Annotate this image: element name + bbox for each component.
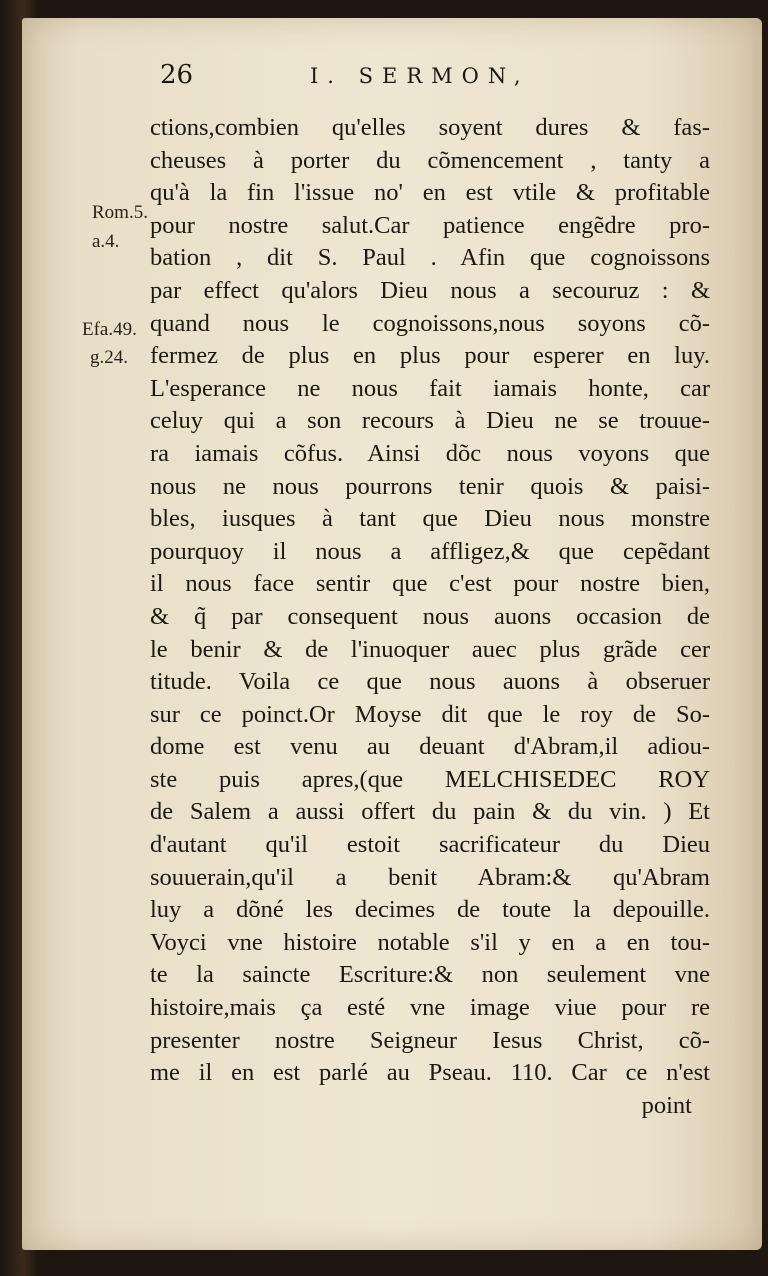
margin-note: Efa.49. (82, 319, 137, 340)
text-line: nous ne nous pourrons tenir quois & paisi- (150, 472, 710, 500)
text-line: il nous face sentir que c'est pour nostre bien, (150, 570, 710, 598)
catchword: point (641, 1091, 692, 1119)
text-line: par effect qu'alors Dieu nous a secouruz : & (150, 276, 710, 304)
text-line: fermez de plus en plus pour esperer en luy. (150, 342, 710, 370)
text-line: histoire,mais ça esté vne image viue pour re (150, 994, 710, 1022)
text-line: d'autant qu'il estoit sacrificateur du Dieu (150, 831, 710, 859)
text-line: le benir & de l'inuoquer auec plus grãde cer (150, 635, 710, 663)
margin-note: a.4. (92, 231, 120, 252)
text-line: de Salem a aussi offert du pain & du vin. ) Et (150, 798, 710, 826)
page-header (160, 60, 720, 100)
text-line: bation , dit S. Paul . Afin que cognoissons (150, 244, 710, 272)
text-line: ctions,combien qu'elles soyent dures & fas- (150, 114, 710, 141)
text-line: me il en est parlé au Pseau. 110. Car ce n'est (150, 1059, 710, 1087)
text-line: dome est venu au deuant d'Abram,il adiou- (150, 733, 710, 761)
text-line: cheuses à porter du cõmencement , tanty a (150, 146, 710, 174)
text-line: celuy qui a son recours à Dieu ne se trouue- (150, 407, 710, 435)
text-line: luy a dõné les decimes de toute la depouille. (150, 896, 710, 924)
text-line: bles, iusques à tant que Dieu nous monstre (150, 505, 710, 533)
text-line: sur ce poinct.Or Moyse dit que le roy de So- (150, 700, 710, 728)
running-title: I. SERMON, (310, 64, 530, 88)
text-line: L'esperance ne nous fait iamais honte, car (150, 374, 710, 402)
text-line: ra iamais cõfus. Ainsi dõc nous voyons que (150, 439, 710, 467)
text-line: souuerain,qu'il a benit Abram:& qu'Abram (150, 863, 710, 891)
text-line: titude. Voila ce que nous auons à obseruer (150, 668, 710, 696)
page-number: 26 (160, 60, 194, 90)
text-line: presenter nostre Seigneur Iesus Christ, cõ- (150, 1026, 710, 1054)
text-line: pour nostre salut.Car patience engẽdre pro- (150, 211, 710, 239)
margin-note: g.24. (90, 347, 128, 368)
text-line: te la saincte Escriture:& non seulement vne (150, 961, 710, 989)
text-line: qu'à la fin l'issue no' en est vtile & profitable (150, 179, 710, 207)
text-body (150, 112, 710, 1122)
text-line: Voyci vne histoire notable s'il y en a en tou- (150, 928, 710, 956)
page-edge (756, 38, 762, 1228)
text-line: pourquoy il nous a affligez,& que cepẽdant (150, 537, 710, 565)
text-line: & q̃ par consequent nous auons occasion de (150, 602, 710, 630)
text-line: ste puis apres,(que MELCHISEDEC ROY (150, 765, 710, 793)
text-line: quand nous le cognoissons,nous soyons cõ- (150, 309, 710, 337)
margin-note: Rom.5. (92, 202, 148, 223)
